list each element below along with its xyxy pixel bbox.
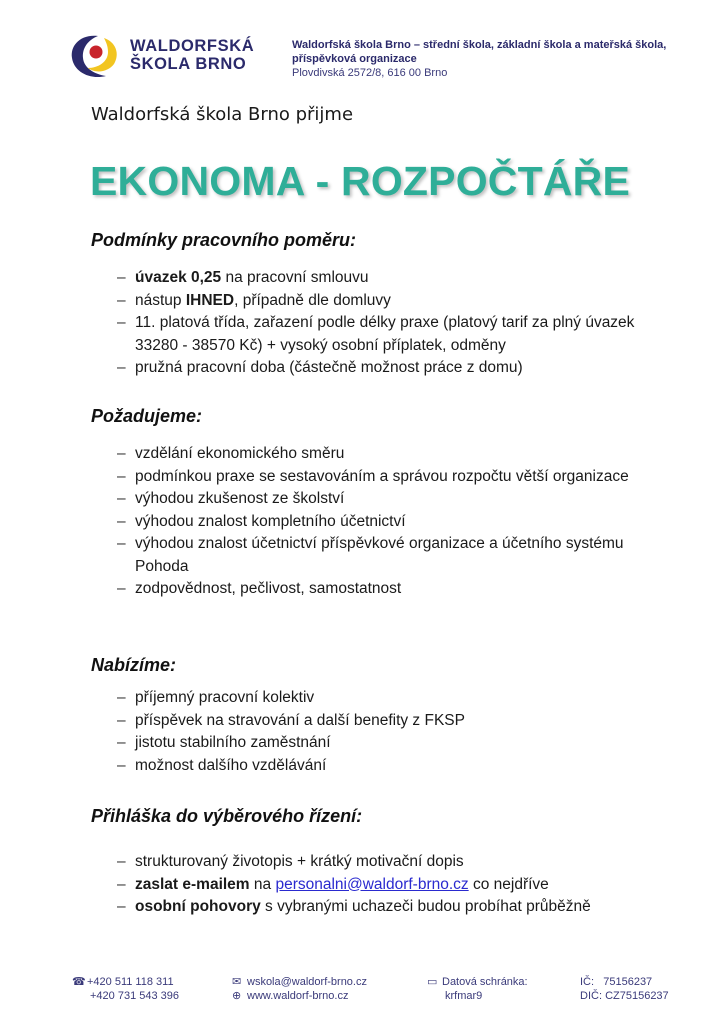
item-text: strukturovaný životopis + krátký motivační dopis xyxy=(135,853,464,870)
list-item: – vzdělání ekonomického směru xyxy=(117,445,345,462)
list-item: – příjemný pracovní kolektiv xyxy=(117,689,315,706)
job-title: EKONOMA - ROZPOČTÁŘE xyxy=(90,158,631,204)
school-logo-icon xyxy=(68,30,124,82)
logo-line-2: ŠKOLA BRNO xyxy=(130,55,247,73)
org-name-line-1: Waldorfská škola Brno – střední škola, základní škola a mateřská škola, xyxy=(292,39,667,51)
item-text: nástup xyxy=(135,291,186,309)
list-item: – zodpovědnost, pečlivost, samostatnost xyxy=(117,580,402,597)
conditions-list xyxy=(0,267,724,380)
footer xyxy=(0,975,724,1015)
item-text: výhodou znalost účetnictví příspěvkové organizace a účetního systému Pohoda xyxy=(135,535,624,575)
list-item: – strukturovaný životopis + krátký motivační dopis xyxy=(117,853,464,870)
logo-line-1: WALDORFSKÁ xyxy=(130,37,255,55)
list-item: – výhodou zkušenost ze školství xyxy=(117,490,345,507)
folder-icon: ▭ xyxy=(427,976,438,988)
school-logo-text xyxy=(130,37,254,73)
item-bold: osobní pohovory xyxy=(135,898,261,915)
list-item: – 11. platová třída, zařazení podle délky praxe (platový tarif za plný úvazek 33280 - 38570 Kč) + vysoký osobní příplatek, odměny xyxy=(117,314,635,354)
list-item: – výhodou znalost kompletního účetnictví xyxy=(117,512,406,530)
requirements-list xyxy=(0,443,724,601)
offer-list xyxy=(0,687,724,777)
footer-website[interactable]: www.waldorf-brno.cz xyxy=(247,990,349,1002)
phone-1: +420 511 118 311 xyxy=(87,976,174,988)
item-bold: úvazek 0,25 xyxy=(135,269,222,286)
list-item: – zaslat e-mailem na personalni@waldorf-brno.cz co nejdříve xyxy=(117,875,549,893)
list-item: – výhodou znalost účetnictví příspěvkové organizace a účetního systému Pohoda xyxy=(117,535,624,575)
ic-value: 75156237 xyxy=(603,976,653,988)
dic-label: DIČ: xyxy=(580,990,602,1002)
org-name-line-2: příspěvková organizace xyxy=(292,53,417,65)
item-bold: IHNED xyxy=(185,291,235,309)
item-text: výhodou znalost kompletního účetnictví xyxy=(135,512,406,530)
item-bold: zaslat e-mailem xyxy=(135,875,250,893)
item-text: 11. platová třída, zařazení podle délky praxe (platový tarif za plný úvazek 33280 - 38570 Kč) + vysoký osobní příplatek, odměny xyxy=(135,314,635,354)
conditions-heading: Podmínky pracovního poměru: xyxy=(91,230,357,250)
footer-email[interactable]: wskola@waldorf-brno.cz xyxy=(247,976,367,988)
list-item: – možnost dalšího vzdělávání xyxy=(117,756,327,774)
item-text: zodpovědnost, pečlivost, samostatnost xyxy=(135,580,402,597)
item-text: pružná pracovní doba (částečně možnost práce z domu) xyxy=(135,359,523,376)
application-list xyxy=(0,851,724,919)
organization-info xyxy=(292,38,666,80)
list-item: – osobní pohovory s vybranými uchazeči budou probíhat průběžně xyxy=(117,898,591,915)
list-item: – podmínkou praxe se sestavováním a správou rozpočtu větší organizace xyxy=(117,467,629,485)
item-text: výhodou zkušenost ze školství xyxy=(135,490,345,507)
item-text: na pracovní smlouvu xyxy=(221,269,369,286)
list-item: – jistotu stabilního zaměstnání xyxy=(117,734,331,751)
footer-ids xyxy=(580,975,669,1003)
org-address: Plovdivská 2572/8, 616 00 Brno xyxy=(292,67,448,79)
footer-contacts xyxy=(232,975,367,1003)
item-text: příjemný pracovní kolektiv xyxy=(135,689,315,706)
email-link[interactable]: personalni@waldorf-brno.cz xyxy=(275,875,469,893)
list-item: – nástup IHNED, případně dle domluvy xyxy=(117,291,391,309)
footer-phones xyxy=(72,975,179,1003)
databox-value: krfmar9 xyxy=(445,990,483,1002)
item-text: na xyxy=(249,875,276,893)
dic-value: CZ75156237 xyxy=(605,990,669,1002)
databox-label: Datová schránka: xyxy=(442,976,528,988)
item-text: příspěvek na stravování a další benefity z FKSP xyxy=(135,711,465,729)
letterhead xyxy=(0,0,724,90)
list-item: – příspěvek na stravování a další benefity z FKSP xyxy=(117,711,465,729)
intro-text: Waldorfská škola Brno přijme xyxy=(91,104,354,125)
application-heading: Přihláška do výběrového řízení: xyxy=(91,806,363,826)
item-text: s vybranými uchazeči budou probíhat průběžně xyxy=(260,898,591,915)
item-text: , případně dle domluvy xyxy=(234,291,391,309)
list-item: – pružná pracovní doba (částečně možnost práce z domu) xyxy=(117,359,523,376)
list-item: – úvazek 0,25 na pracovní smlouvu xyxy=(117,269,369,286)
phone-icon: ☎ xyxy=(72,976,86,988)
item-text: vzdělání ekonomického směru xyxy=(135,445,345,462)
item-text: podmínkou praxe se sestavováním a správou rozpočtu větší organizace xyxy=(135,467,629,485)
offer-heading: Nabízíme: xyxy=(91,655,177,675)
footer-databox xyxy=(427,975,528,1003)
phone-2: +420 731 543 396 xyxy=(90,990,180,1002)
item-text: možnost dalšího vzdělávání xyxy=(135,756,327,774)
item-text: co nejdříve xyxy=(468,875,549,893)
envelope-icon: ✉ xyxy=(232,976,242,988)
globe-icon: ⊕ xyxy=(232,990,242,1002)
requirements-heading: Požadujeme: xyxy=(91,406,203,426)
ic-label: IČ: xyxy=(580,976,595,988)
item-text: jistotu stabilního zaměstnání xyxy=(135,734,331,751)
